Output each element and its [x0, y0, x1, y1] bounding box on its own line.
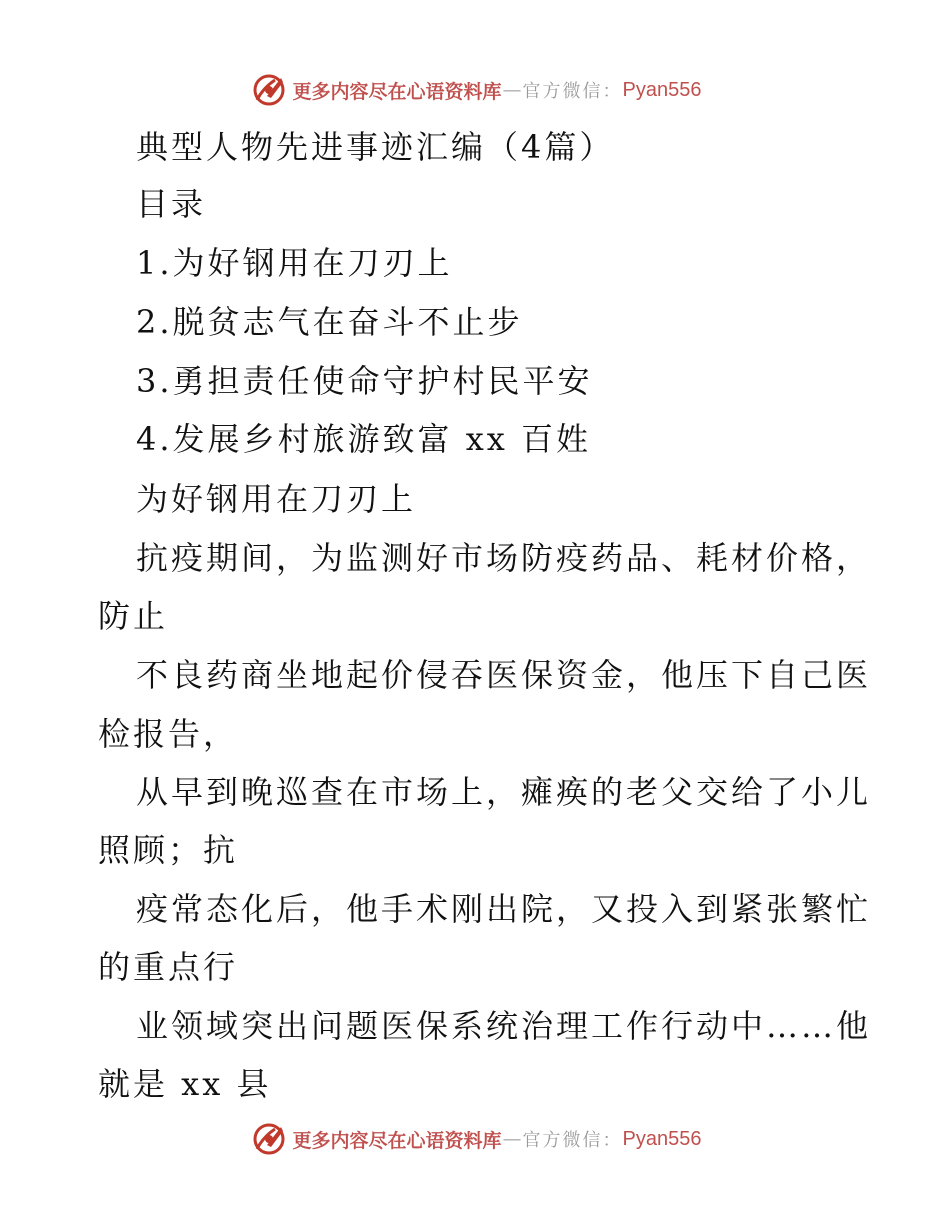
- body-line: 照顾；抗: [98, 831, 239, 869]
- toc-heading: 目录: [136, 185, 207, 223]
- body-line: 疫常态化后，他手术刚出院，又投入到紧张繁忙: [136, 890, 872, 928]
- watermark-wechat-id: Pyan556: [622, 1127, 702, 1150]
- watermark-brand: 更多内容尽在心语资料库: [292, 80, 502, 103]
- header-watermark: [0, 68, 950, 112]
- watermark-official-label: 官方微信：: [522, 1130, 623, 1151]
- pen-logo-icon: [249, 70, 289, 110]
- body-line: 就是 xx 县: [98, 1065, 272, 1103]
- toc-item: 4.发展乡村旅游致富 xx 百姓: [136, 420, 591, 458]
- body-line: 的重点行: [98, 948, 239, 986]
- body-line: 业领域突出问题医保系统治理工作行动中……他: [136, 1007, 872, 1045]
- footer-watermark: [0, 1117, 950, 1161]
- body-line: 检报告，: [98, 715, 239, 753]
- watermark-dash: —: [502, 1128, 522, 1150]
- body-line: 从早到晚巡查在市场上，瘫痪的老父交给了小儿: [136, 773, 872, 811]
- watermark-brand: 更多内容尽在心语资料库: [292, 1129, 502, 1152]
- body-line: 抗疫期间，为监测好市场防疫药品、耗材价格，: [136, 539, 872, 577]
- document-title: 典型人物先进事迹汇编（4篇）: [136, 128, 615, 166]
- toc-item: 2.脱贫志气在奋斗不止步: [136, 303, 523, 341]
- toc-item: 1.为好钢用在刀刃上: [136, 244, 453, 282]
- watermark-dash: —: [502, 79, 522, 101]
- watermark-wechat-id: Pyan556: [622, 78, 702, 101]
- toc-item: 3.勇担责任使命守护村民平安: [136, 362, 593, 400]
- watermark-official-label: 官方微信：: [522, 81, 623, 102]
- body-line: 防止: [98, 597, 169, 635]
- body-line: 不良药商坐地起价侵吞医保资金，他压下自己医: [136, 656, 872, 694]
- section-title: 为好钢用在刀刃上: [136, 480, 417, 518]
- pen-logo-icon: [249, 1119, 289, 1159]
